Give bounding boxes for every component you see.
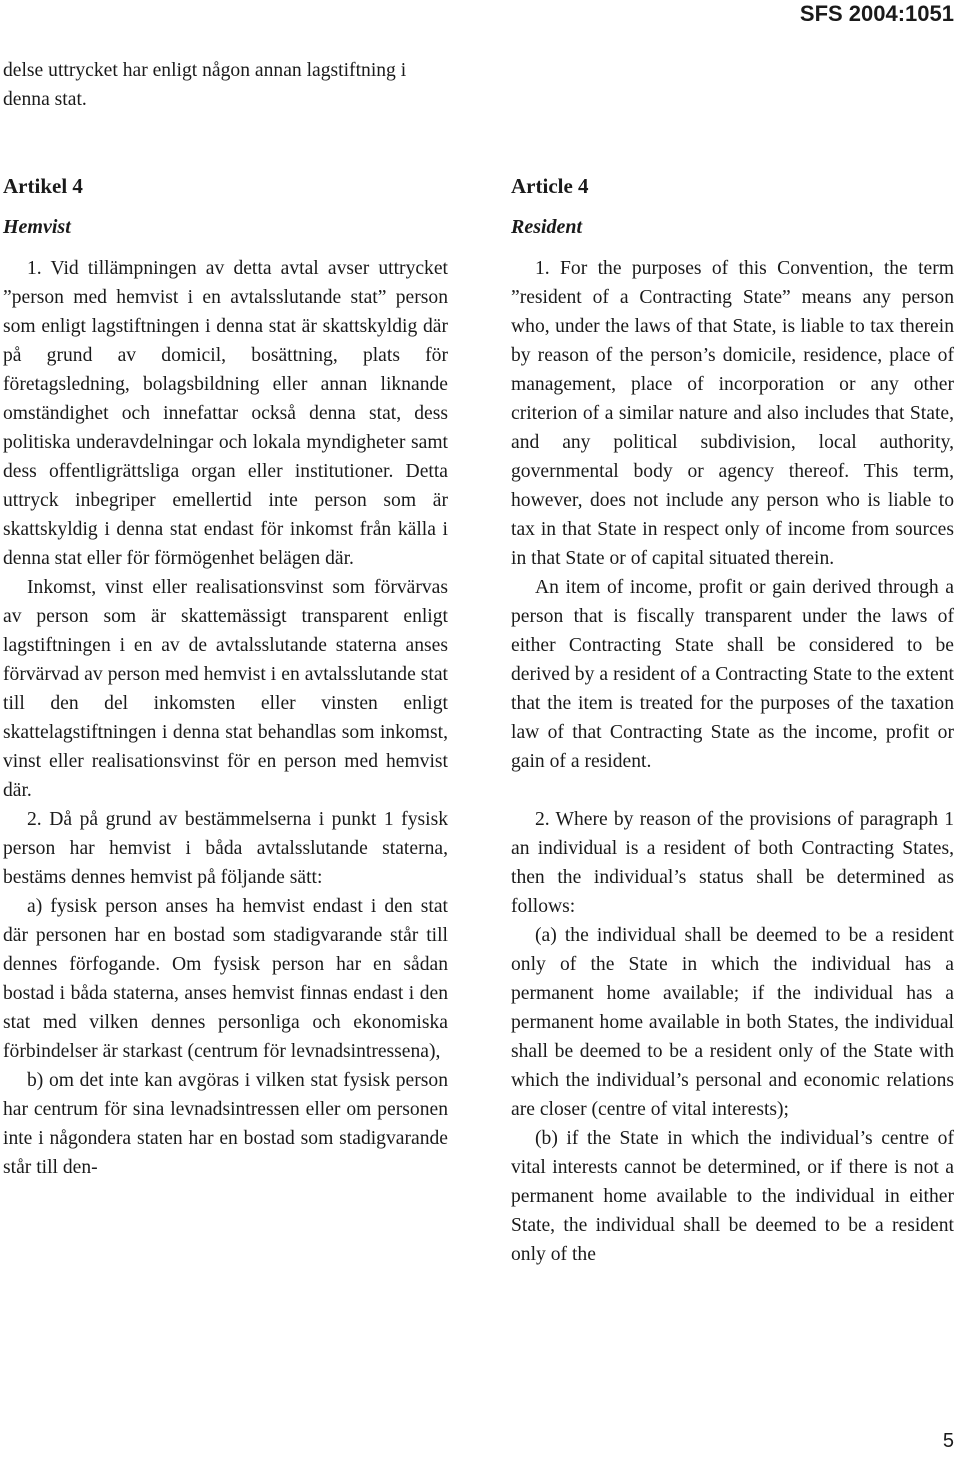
- spacer: [511, 242, 954, 254]
- english-column: [511, 56, 954, 1269]
- paragraph-sv-5: b) om det inte kan avgöras i vilken stat fysisk person har centrum för sina levnadsintressen eller om personen inte i någondera staten har en bostad som stadigvarande står till den-: [3, 1070, 448, 1178]
- spacer: [511, 56, 954, 143]
- spacer: [3, 242, 448, 254]
- document-reference: SFS 2004:1051: [799, 1, 954, 26]
- paragraph-sv-2: Inkomst, vinst eller realisationsvinst som förvärvas av person som är skattemässigt transparent enligt lagstiftningen i en av de avtalsslutande staterna anses förvärvad av person med hemvist i en avtalsslutande stat till den del inkomsten eller vinsten enligt skattelagstiftningen i denna stat behandlas som inkomst, vinst eller realisationsvinst för en person med hemvist där.: [3, 577, 448, 801]
- spacer: [511, 201, 954, 213]
- spacer: [511, 776, 954, 805]
- paragraph-en-3: 2. Where by reason of the provisions of paragraph 1 an individual is a resident of both Contracting States, then the individual’s status shall be determined as follows:: [511, 809, 954, 917]
- article-subtitle-sv: Hemvist: [3, 216, 71, 238]
- article-heading-en: Article 4: [511, 174, 589, 198]
- paragraph-sv-3: 2. Då på grund av bestämmelserna i punkt 1 fysisk person har hemvist i båda avtalsslutande staterna, bestäms dennes hemvist på följande sätt:: [3, 809, 448, 888]
- spacer: [511, 143, 954, 172]
- paragraph-en-5: (b) if the State in which the individual’s centre of vital interests cannot be determined, or if there is not a permanent home available to the individual in either State, the individual shall be deemed to be a resident only of the: [511, 1128, 954, 1265]
- paragraph-en-2: An item of income, profit or gain derived through a person that is fiscally transparent under the laws of either Contracting State shall be considered to be derived by a resident of a Contracting State to the extent that the item is treated for the purposes of the taxation law of that Contracting State as the income, profit or gain of a resident.: [511, 577, 954, 772]
- page-number: 5: [942, 1430, 954, 1452]
- paragraph-sv-4: a) fysisk person anses ha hemvist endast i den stat där personen har en bostad som stadigvarande står till dennes förfogande. Om fysisk person har en sådan bostad i båda staterna, anses hemvist finnas endast i den stat med vilken dennes personliga och ekonomiska förbindelser är starkast (centrum för levnadsintressena),: [3, 896, 448, 1062]
- swedish-column: [3, 56, 448, 1182]
- paragraph-en-4: (a) the individual shall be deemed to be a resident only of the State in which the individual has a permanent home available; if the individual has a permanent home available in both States, the individual shall be deemed to be a resident only of the State with which the individual’s personal and economic relations are closer (centre of vital interests);: [511, 925, 954, 1120]
- intro-paragraph: delse uttrycket har enligt någon annan lagstiftning i denna stat.: [3, 60, 407, 110]
- spacer: [3, 201, 448, 213]
- article-heading-sv: Artikel 4: [3, 174, 83, 198]
- paragraph-en-1: 1. For the purposes of this Convention, the term ”resident of a Contracting State” means any person who, under the laws of that State, is liable to tax therein by reason of the person’s domicile, residence, place of management, place of incorporation or any other criterion of a similar nature and also includes that State, and any political subdivision, local authority, governmental body or agency thereof. This term, however, does not include any person who is liable to tax in that State in respect only of income from sources in that State or of capital situated therein.: [511, 258, 954, 569]
- spacer: [3, 114, 448, 172]
- paragraph-sv-1: 1. Vid tillämpningen av detta avtal avser uttrycket ”person med hemvist i en avtalsslutande stat” person som enligt lagstiftningen i denna stat är skattskyldig där på grund av domicil, bosättning, plats för företagsledning, bolagsbildning eller annan liknande omständighet och innefattar också denna stat, dess politiska underavdelningar och lokala myndigheter samt dess offentligrättsliga organ eller institutioner. Detta uttryck inbegriper emellertid inte person som är skattskyldig i denna stat endast för inkomst från källa i denna stat eller för förmögenhet belägen där.: [3, 258, 448, 569]
- article-subtitle-en: Resident: [511, 216, 583, 238]
